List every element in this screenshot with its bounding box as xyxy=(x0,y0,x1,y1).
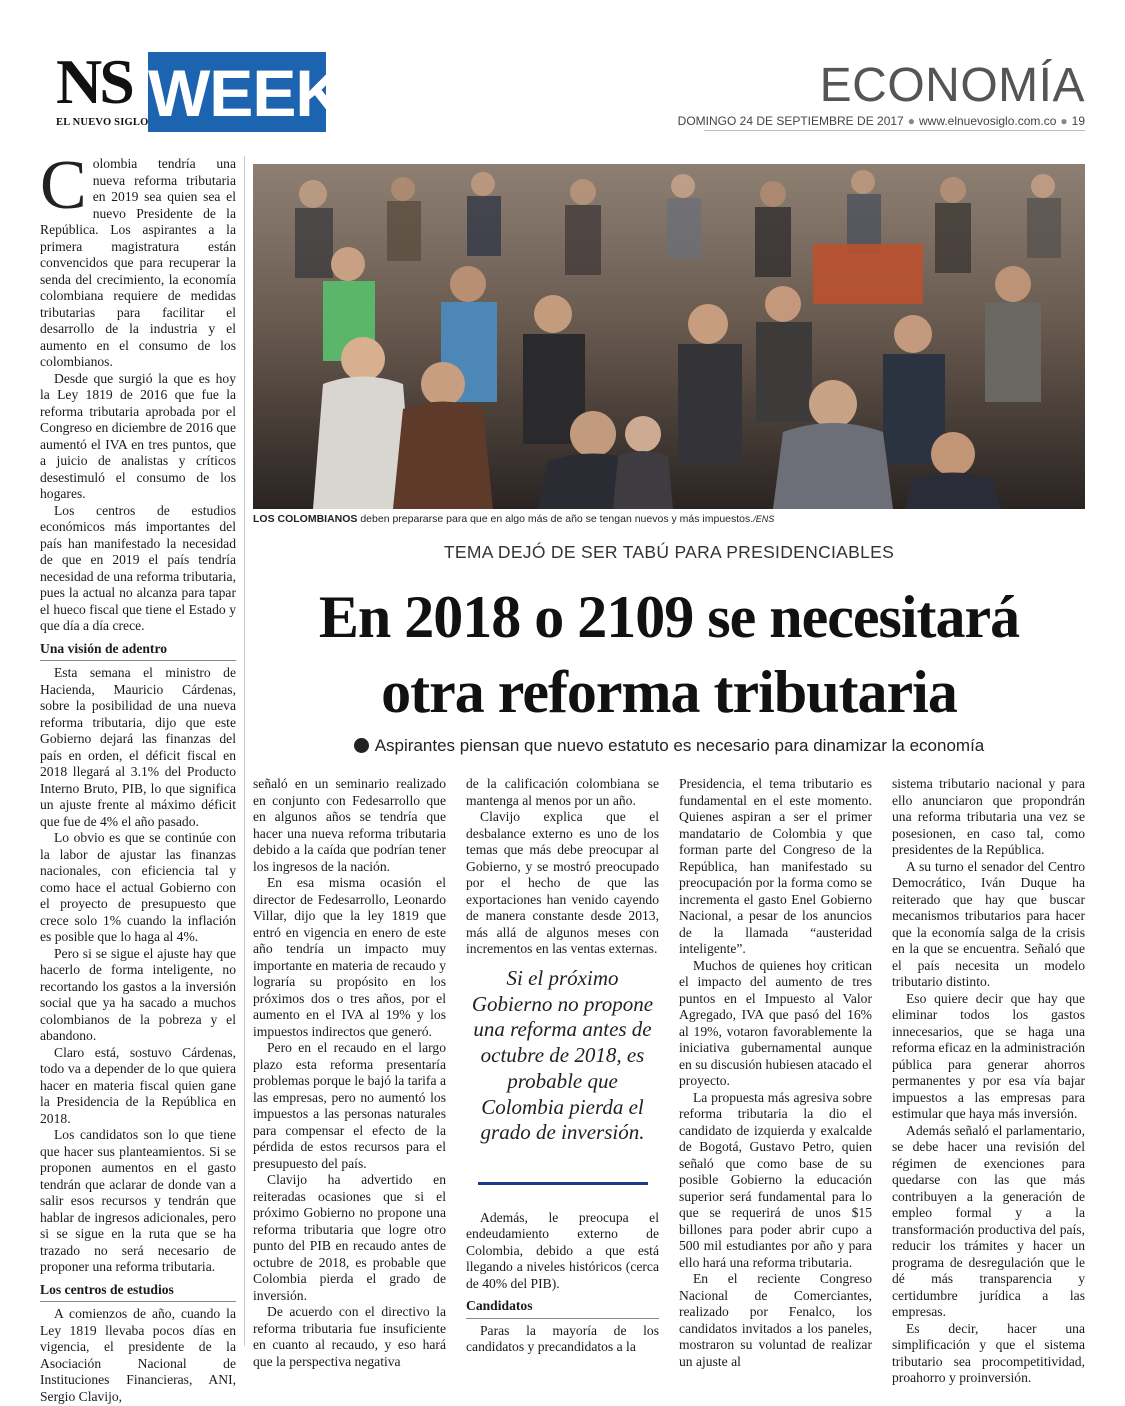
paragraph: Desde que surgió la que es hoy la Ley 1819 de 2016 que fue la reforma tributaria aprobada por el Congreso en diciembre de 2016 que aumentó el IVA en tres puntos, que a juicio de analistas y críticos desestimuló el consumo de los hogares. xyxy=(40,370,236,501)
page-number: 19 xyxy=(1071,114,1085,128)
deck-text: Aspirantes piensan que nuevo estatuto es necesario para dinamizar la economía xyxy=(374,736,985,755)
subhead: Una visión de adentro xyxy=(40,641,236,662)
kicker: TEMA DEJÓ DE SER TABÚ PARA PRESIDENCIABLES xyxy=(443,542,895,562)
pull-quote: Si el próximo Gobierno no propone una reforma antes de octubre de 2018, es probable que Colombia pierda el grado de inversión. xyxy=(471,966,654,1145)
paragraph: de la calificación colombiana se mantenga al menos por un año. xyxy=(466,776,659,808)
paragraph: Claro está, sostuvo Cárdenas, todo va a depender de lo que quiera hacer en materia fiscal quien gane la Presidencia de la República en 2018. xyxy=(40,1044,236,1126)
subhead: Los centros de estudios xyxy=(40,1282,236,1303)
header-rule xyxy=(704,130,1085,131)
subhead: Candidatos xyxy=(466,1298,659,1319)
paragraph: Eso quiere decir que hay que eliminar todos los gastos innecesarios, que se haga una reforma eficaz en la administración pública para generar ahorros permanentes y por esa vía bajar impuestos a las empresas para estimular que haya más inversión. xyxy=(892,990,1085,1121)
paragraph: Los candidatos son lo que tiene que hacer sus planteamientos. Si se proponen aumentos en el gasto tendrán que aclarar de donde van a salir esos recursos y tendrán que hablar de ingresos adicionales, pero si se sigue en la ruta que se ha trazado no será necesario de proponer una reforma tributaria. xyxy=(40,1127,236,1274)
paragraph: Pero en el recaudo en el largo plazo esta reforma presentaría problemas porque le bajó la tarifa a las empresas, pero no aumentó los impuestos a las personas naturales para compensar el efecto de la pérdida de estos recursos para el presupuesto del país. xyxy=(253,1040,446,1171)
paragraph: Además señaló el parlamentario, se debe hacer una revisión del régimen de exenciones para quedarse con las que más contribuyen a la generación de empleo formal y a la transformación productiva del país, reducir los trámites y hacer un programa de desregulación que le dé más transparencia y certidumbre jurídica a las empresas. xyxy=(892,1122,1085,1319)
article-column-5 xyxy=(892,776,1085,1387)
photo-caption xyxy=(253,513,1085,525)
photo-credit: /ENS xyxy=(753,514,775,524)
paragraph: Es decir, hacer una simplificación y que el sistema tributario sea procompetitividad, proahorro y proinversión. xyxy=(892,1320,1085,1385)
paragraph: sistema tributario nacional y para ello anunciaron que propondrán una reforma tributaria una vez se posesionen, en caso tal, como presidentes de la República. xyxy=(892,776,1085,857)
paragraph: Clavijo explica que el desbalance externo es uno de los temas que más debe preocupar al Gobierno, y se mostró preocupado por el hecho de que las exportaciones han venido cayendo de manera constante desde 2013, más allá de algunos meses con incrementos en las ventas externas. xyxy=(466,809,659,956)
paragraph: señaló en un seminario realizado en conjunto con Fedesarrollo que en algunos años se tendría que hacer una nueva reforma tributaria debido a la caída que podrían tener los ingresos de la nación. xyxy=(253,776,446,874)
caption-lead: LOS COLOMBIANOS xyxy=(253,513,358,525)
paragraph: Además, le preocupa el endeudamiento externo de Colombia, debido a que está llegando a niveles históricos (cerca de 40% del PIB). xyxy=(466,1209,659,1291)
deck xyxy=(253,736,1085,756)
article-column-1 xyxy=(40,147,236,1405)
date: DOMINGO 24 DE SEPTIEMBRE DE 2017 xyxy=(677,114,904,128)
paragraph: A su turno el senador del Centro Democrático, Iván Duque ha reiterado que hay que buscar mecanismos tributarios para hacer que la economía salga de la crisis en la que se encuentra. Señaló que el país necesita un modelo tributario distinto. xyxy=(892,858,1085,989)
paragraph: olombia tendría una nueva reforma tributaria en 2019 sea quien sea el nuevo Presidente de la República. Los aspirantes a la primera magistratura están convencidos que para recuperar la senda del crecimiento, la economía colombiana requiere de medidas tributarias para facilitar el desarrollo de la industria y el aumento en el consumo de los colombianos. xyxy=(40,156,236,369)
headline xyxy=(253,580,1085,730)
logo-week: WEEK xyxy=(148,52,326,132)
article-column-2 xyxy=(253,776,446,1370)
dot-icon: ● xyxy=(1060,114,1068,128)
drop-cap: C xyxy=(40,147,87,224)
paragraph: De acuerdo con el directivo la reforma tributaria fue insuficiente en cuanto al recaudo, y eso hará que la perspectiva negativa xyxy=(253,1304,446,1369)
crowd-photo xyxy=(253,164,1085,509)
paragraph: Pero si se sigue el ajuste hay que hacerlo de forma inteligente, no recortando los gastos a la inversión social que ya ha sacado a muchos colombianos de la pobreza y el abandono. xyxy=(40,945,236,1043)
paragraph: A comienzos de año, cuando la Ley 1819 llevaba pocos días en vigencia, el presidente de la Asociación Nacional de Instituciones Financieras, ANI, Sergio Clavijo, xyxy=(40,1306,236,1404)
article-column-4 xyxy=(679,776,872,1370)
bullet-icon xyxy=(354,738,369,753)
paragraph: La propuesta más agresiva sobre reforma tributaria la dio el candidato de izquierda y exalcalde de Bogotá, Gustavo Petro, quien señaló que como base de su posible Gobierno la educación superior será fundamental para lo que se requerirá de unos $15 billones para poder abrir cupo a 500 mil estudiantes por año y para ello hará una reforma tributaria. xyxy=(679,1089,872,1270)
logo-subtitle: EL NUEVO SIGLO xyxy=(56,117,149,128)
section-title: ECONOMÍA xyxy=(819,59,1085,112)
column-divider xyxy=(244,156,245,1346)
paragraph: Lo obvio es que se continúe con la labor de ajustar las finanzas nacionales, con eficiencia tal y como hace el actual Gobierno con el proyecto de presupuesto que crece solo 1% cuando la inflación es posible que lo haga al 4%. xyxy=(40,830,236,944)
site-url: www.elnuevosiglo.com.co xyxy=(918,114,1057,128)
headline-line-1: En 2018 o 2109 se necesitará xyxy=(318,584,1020,650)
headline-line-2: otra reforma tributaria xyxy=(381,659,957,725)
logo-ns: NS xyxy=(56,46,132,117)
dot-icon: ● xyxy=(907,114,915,128)
paragraph: Presidencia, el tema tributario es fundamental en el este momento. Quienes aspiran a ser el primer mandatario de Colombia y que forman parte del Congreso de la República, han manifestado su preocupación por la forma como se incrementa el gasto Enel Gobierno Nacional, a pesar de los anuncios de la llamada “austeridad inteligente”. xyxy=(679,776,872,956)
pull-quote-rule xyxy=(478,1182,648,1185)
paragraph: Paras la mayoría de los candidatos y precandidatos a la xyxy=(466,1322,659,1354)
paragraph: En esa misma ocasión el director de Fedesarrollo, Leonardo Villar, dijo que la ley 1819 que entró en vigencia en enero de este año tendría un impacto muy importante en materia de recaudo y lograría su propósito en los próximos dos o tres años, por el aumento en el IVA al 19% y los impuestos indirectos que generó. xyxy=(253,875,446,1039)
paragraph: Clavijo ha advertido en reiteradas ocasiones que si el próximo Gobierno no propone una reforma tributaria que logre otro punto del PIB en recaudo antes de octubre de 2018, es probable que Colombia pierda el grado de inversión. xyxy=(253,1172,446,1303)
paragraph: Esta semana el ministro de Hacienda, Mauricio Cárdenas, sobre la posibilidad de una nueva reforma tributaria, dijo que este Gobierno dejará las finanzas del país en orden, el déficit fiscal en 2018 llegará al 3.1% del Producto Interno Bruto, PIB, lo que significa un ajuste frente al máximo déficit que fue de 4% el año pasado. xyxy=(40,665,236,829)
caption-text: deben prepararse para que en algo más de año se tengan nuevos y más impuestos. xyxy=(357,513,754,525)
paragraph: En el reciente Congreso Nacional de Comerciantes, realizado por Fenalco, los candidatos invitados a los paneles, mostraron su voluntad de realizar un ajuste al xyxy=(679,1271,872,1369)
paragraph: Los centros de estudios económicos más importantes del país han manifestado la necesidad de que en 2019 el país tendría necesidad de una reforma tributaria, pues la actual no alcanza para tapar el hueco fiscal que tiene el Estado y que día a día crece. xyxy=(40,502,236,633)
paragraph: Muchos de quienes hoy critican el impacto del aumento de tres puntos en el Impuesto al Valor Agregado, IVA que pasó del 16% al 19%, votaron favorablemente la iniciativa gubernamental aunque en su discusión hubiesen atacado el proyecto. xyxy=(679,957,872,1088)
dateline xyxy=(678,114,1085,128)
